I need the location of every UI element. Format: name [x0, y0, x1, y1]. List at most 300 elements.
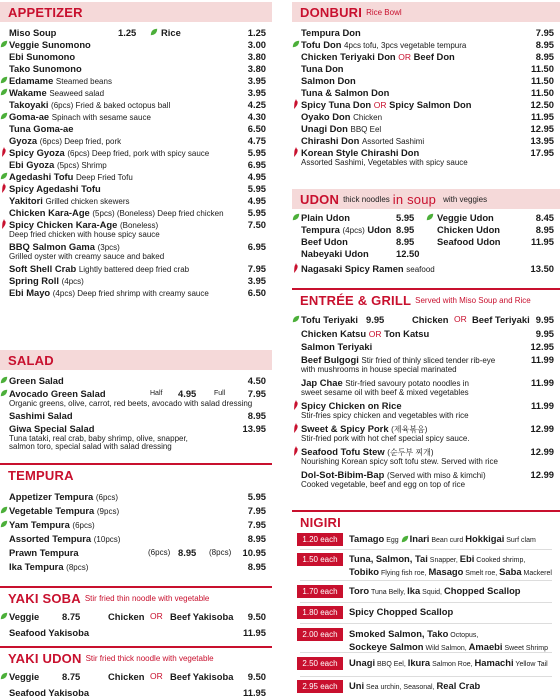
item-price: 5.95 [247, 183, 266, 194]
item-price: 3.80 [247, 63, 266, 74]
item-name: Tobiko [349, 566, 380, 577]
item-name: Chicken [108, 611, 145, 622]
menu-item [0, 51, 272, 62]
item-name: Sockeye Salmon [349, 641, 424, 652]
entree-header [292, 288, 560, 310]
item-price: 11.99 [531, 377, 554, 388]
section-title: ENTRÉE & GRILL [300, 292, 412, 308]
section-subtitle: with veggies [443, 194, 488, 204]
menu-item [0, 159, 272, 171]
item-name: Ika [407, 585, 421, 596]
item-desc: Assorted Sashimi, Vegetables with spicy sauce [301, 158, 468, 167]
nigiri-line [349, 585, 521, 598]
item-desc: Snapper, [427, 557, 460, 564]
vegetarian-leaf-icon [0, 612, 8, 620]
donburi-header [292, 2, 560, 22]
spicy-chili-icon [1, 183, 7, 193]
item-name: Masago [428, 566, 464, 577]
menu-item [292, 455, 560, 467]
item-desc: Stir fried of thinly sliced tender rib-eye [361, 356, 496, 365]
menu-item [0, 195, 272, 207]
item-name: Beef Bulgogi [301, 354, 359, 365]
price-tag: 1.70 each [297, 585, 343, 598]
item-desc: Steamed beans [55, 77, 112, 86]
item-price: 11.99 [531, 400, 554, 411]
menu-item [292, 409, 560, 421]
divider [300, 580, 552, 581]
price-tag: 1.20 each [297, 533, 343, 546]
nigiri-price-group [292, 533, 560, 546]
menu-item [0, 561, 272, 573]
item-name: Seafood Tofu Stew [301, 446, 385, 457]
item-name: Sashimi Salad [9, 410, 73, 421]
item-name: Beef Yakisoba [170, 611, 234, 622]
salad-header [0, 350, 272, 370]
item-name: Smoked Salmon, Tako [349, 628, 449, 639]
item-desc: sweet sesame oil with beef & mixed vegetables [301, 388, 469, 397]
item-name: Assorted Tempura [9, 533, 92, 544]
vegetarian-leaf-icon [0, 506, 8, 514]
menu-item [292, 341, 560, 352]
item-desc: (Served with miso & kimchi) [386, 471, 486, 480]
menu-item [0, 111, 272, 123]
item-name: Rice [161, 27, 181, 38]
item-desc: salmon toro, special salad with salad dressing [9, 442, 172, 451]
item-name: Veggie Udon [437, 212, 494, 223]
menu-item [0, 491, 272, 503]
nigiri-items [349, 585, 521, 598]
item-name: Unagi [349, 657, 376, 668]
menu-item [292, 224, 560, 236]
menu-item [0, 687, 272, 698]
item-price: 8.95 [535, 51, 554, 62]
vegetarian-leaf-icon [0, 88, 8, 96]
menu-item [292, 248, 560, 259]
item-desc: (3pcs) [97, 243, 120, 252]
nigiri-items [349, 657, 548, 670]
menu-item [0, 39, 272, 50]
nigiri-price-group [292, 628, 560, 654]
price-tag: 2.00 each [297, 628, 343, 641]
item-name: Spicy Gyoza [9, 147, 65, 158]
menu-item [292, 63, 560, 74]
item-name: Hamachi [474, 657, 514, 668]
item-name: Plain Udon [301, 212, 350, 223]
menu-item [0, 627, 272, 638]
menu-item [0, 287, 272, 299]
item-name: Tofu Don [301, 39, 342, 50]
item-name: Gyoza [9, 135, 38, 146]
option-label: (6pcs) [148, 548, 171, 557]
nigiri-items [349, 533, 536, 546]
item-price: 1.25 [247, 27, 266, 38]
menu-item [292, 27, 560, 38]
item-price: 3.80 [247, 51, 266, 62]
menu-item [292, 99, 560, 111]
item-name: Chicken [108, 671, 145, 682]
menu-item [0, 87, 272, 99]
nigiri-price-group [292, 657, 560, 670]
item-desc: Tuna Belly, [369, 589, 408, 596]
item-price: 11.95 [243, 687, 266, 698]
item-price: 4.95 [247, 171, 266, 182]
vegetarian-leaf-icon [292, 40, 300, 48]
item-price: 12.99 [530, 423, 554, 434]
item-desc: (5pcs) Shrimp [56, 161, 107, 170]
item-name: Seafood Yakisoba [9, 627, 90, 638]
section-subtitle: Stir fried thick noodle with vegetable [85, 653, 214, 663]
item-name: Unagi Don [301, 123, 348, 134]
vegetarian-leaf-icon [0, 520, 8, 528]
item-price: 9.95 [366, 314, 385, 325]
item-price: 8.75 [62, 671, 81, 682]
vegetarian-leaf-icon [292, 315, 300, 323]
item-name: Oyako Don [301, 111, 351, 122]
menu-item [0, 611, 272, 622]
item-name: Korean Style Chirashi Don [301, 147, 420, 158]
or-word: OR [454, 314, 467, 324]
menu-item [292, 363, 560, 375]
item-desc: seafood [406, 265, 435, 274]
item-price: 4.30 [247, 111, 266, 122]
item-price: 12.50 [396, 248, 420, 259]
item-price: 7.95 [247, 388, 266, 399]
item-desc: Salmon Roe, [430, 661, 475, 668]
menu-item [292, 135, 560, 147]
item-name: Spring Roll [9, 275, 59, 286]
or-word: OR [368, 329, 382, 339]
price-tag: 1.50 each [297, 553, 343, 566]
nigiri-price-group [292, 606, 560, 619]
item-desc: Chicken [353, 113, 383, 122]
item-name: Chopped Scallop [443, 585, 521, 596]
menu-item [292, 39, 560, 51]
item-price: 9.95 [535, 314, 554, 325]
item-name: Ebi [459, 553, 475, 564]
item-desc: (5pcs) (Boneless) Deep fried chicken [92, 209, 224, 218]
item-name: Tempura [301, 224, 340, 235]
item-price: 11.95 [243, 627, 266, 638]
or-word: OR [373, 100, 387, 110]
item-name: Tamago [349, 533, 385, 544]
item-name: Ton Katsu [384, 328, 430, 339]
vegetarian-leaf-icon [0, 376, 8, 384]
item-desc: Egg [384, 537, 401, 544]
spicy-chili-icon [293, 263, 299, 273]
divider [300, 623, 552, 624]
item-name: Ika Tempura [9, 561, 64, 572]
vegetarian-leaf-icon [0, 76, 8, 84]
item-name: Nabeyaki Udon [301, 248, 369, 259]
item-name: Veggie [9, 671, 40, 682]
item-price: 8.95 [247, 561, 266, 572]
item-name: Green Salad [9, 375, 64, 386]
menu-item [0, 135, 272, 147]
item-desc: (6pcs) Deep fried, pork [39, 137, 122, 146]
section-subtitle: in soup [392, 191, 437, 207]
item-name: Edamame [9, 75, 54, 86]
item-desc: Stir-fried pork with hot chef special spicy sauce. [301, 434, 470, 443]
item-price: 4.50 [247, 375, 266, 386]
item-name: Nagasaki Spicy Ramen [301, 263, 404, 274]
item-desc: (순두부 찌개) [387, 448, 434, 457]
item-price: 7.95 [535, 27, 554, 38]
menu-item [292, 87, 560, 98]
item-name: Salmon Teriyaki [301, 341, 373, 352]
item-desc: Smelt roe, [463, 570, 500, 577]
or-word: OR [150, 611, 163, 621]
menu-item [292, 75, 560, 86]
item-desc: (4pcs) [342, 226, 365, 235]
item-name: Ebi Mayo [9, 287, 51, 298]
item-desc: Tuna tataki, real crab, baby shrimp, olive, snapper, [9, 434, 188, 443]
item-desc: Assorted Sashimi [361, 137, 425, 146]
item-desc: Yellow Tail [513, 661, 548, 668]
menu-item [0, 410, 272, 421]
item-desc: (8pcs) [66, 563, 89, 572]
menu-item [0, 123, 272, 134]
item-desc: Deep fried chicken with house spicy sauce [9, 230, 160, 239]
item-price: 12.99 [530, 469, 554, 480]
menu-item [292, 314, 560, 325]
item-name: Jap Chae [301, 377, 343, 388]
item-price: 13.95 [530, 135, 554, 146]
item-desc: with mushrooms in house special marinated [301, 365, 457, 374]
or-word: OR [150, 671, 163, 681]
menu-item [0, 547, 272, 558]
menu-item [0, 505, 272, 517]
nigiri-line [349, 606, 453, 617]
yakisoba-header [0, 586, 272, 608]
item-name: Tempura Don [301, 27, 361, 38]
item-price: 12.95 [530, 123, 554, 134]
item-name: Chicken [412, 314, 449, 325]
item-name: Tuna Don [301, 63, 344, 74]
nigiri-items [349, 553, 552, 579]
item-desc: BBQ Eel [350, 125, 382, 134]
item-desc: BBQ Eel, [375, 661, 408, 668]
price-tag: 2.95 each [297, 680, 343, 693]
item-price: 8.75 [62, 611, 81, 622]
item-desc: Squid, [420, 589, 444, 596]
item-price: 11.95 [531, 111, 554, 122]
spicy-chili-icon [1, 147, 7, 157]
item-desc: Mackerel [521, 570, 552, 577]
item-name: Inari [409, 533, 430, 544]
item-name: Yam Tempura [9, 519, 70, 530]
item-price: 8.95 [535, 224, 554, 235]
menu-item [0, 63, 272, 74]
menu-item [0, 375, 272, 386]
section-title: TEMPURA [8, 467, 74, 483]
item-desc: 4pcs tofu, 3pcs vegetable tempura [344, 41, 467, 50]
item-name: Tako Sunomono [9, 63, 82, 74]
nigiri-items [349, 680, 480, 693]
item-name: Seafood Yakisoba [9, 687, 90, 698]
menu-item [0, 228, 272, 240]
item-desc: Organic greens, olive, carrot, red beets, avocado with salad dressing [9, 399, 253, 408]
item-price: 8.95 [247, 410, 266, 421]
item-desc: Deep Fried Tofu [76, 173, 133, 182]
menu-item [0, 533, 272, 545]
item-name: Tofu Teriyaki [301, 314, 358, 325]
appetizer-header [0, 2, 272, 22]
item-price: 8.45 [535, 212, 554, 223]
item-price: 5.95 [247, 207, 266, 218]
item-price: 11.95 [531, 236, 554, 247]
item-name: Prawn Tempura [9, 547, 79, 558]
menu-item [292, 432, 560, 444]
nigiri-price-group [292, 553, 560, 579]
item-name: Goma-ae [9, 111, 50, 122]
item-name: Avocado Green Salad [9, 388, 106, 399]
divider [300, 602, 552, 603]
menu-item [292, 386, 560, 398]
item-desc: Stir-fries spicy chicken and vegetables with rice [301, 411, 469, 420]
item-price: 3.95 [247, 87, 266, 98]
tempura-header [0, 463, 272, 485]
yakiudon-header [0, 646, 272, 668]
spicy-chili-icon [293, 99, 299, 109]
menu-item [292, 236, 560, 247]
section-subtitle: thick noodles [343, 194, 390, 204]
item-price: 8.95 [396, 224, 415, 235]
item-name: Veggie [9, 611, 40, 622]
section-title: YAKI UDON [8, 650, 82, 666]
item-desc: (6pcs) Fried & baked octopus ball [51, 101, 171, 110]
item-name: Dol-Sot-Bibim-Bap [301, 469, 385, 480]
item-price: 7.50 [247, 219, 266, 230]
menu-item [0, 99, 272, 111]
item-price: 7.95 [247, 519, 266, 530]
menu-item [0, 207, 272, 219]
item-desc: (Boneless) [119, 221, 159, 230]
item-name: Amaebi [468, 641, 503, 652]
item-name: Tuna Goma-ae [9, 123, 74, 134]
section-subtitle: Served with Miso Soup and Rice [415, 295, 531, 305]
section-title: APPETIZER [8, 4, 83, 20]
section-title: UDON [300, 191, 340, 207]
item-name: Chicken Kara-Age [9, 207, 90, 218]
item-price: 8.95 [396, 236, 415, 247]
item-name: Spicy Chopped Scallop [349, 606, 454, 617]
item-name: Udon [367, 224, 392, 235]
item-desc: Seaweed salad [49, 89, 105, 98]
divider [300, 676, 552, 677]
item-name: Spicy Salmon Don [389, 99, 472, 110]
item-price: 5.95 [396, 212, 415, 223]
item-price: 3.95 [247, 75, 266, 86]
menu-item [0, 171, 272, 183]
item-price: 6.50 [247, 123, 266, 134]
item-price: 9.95 [535, 328, 554, 339]
menu-item [292, 111, 560, 123]
price-tag: 1.80 each [297, 606, 343, 619]
half-label: Half [150, 390, 163, 397]
item-price: 4.95 [247, 195, 266, 206]
item-name: Appetizer Tempura [9, 491, 94, 502]
item-desc: Octopus, [448, 632, 479, 639]
vegetarian-leaf-icon [0, 112, 8, 120]
menu-item [0, 397, 272, 409]
menu-item [292, 328, 560, 340]
item-desc: Surf clam [504, 537, 536, 544]
option-price: 8.95 [178, 547, 197, 558]
menu-item [292, 51, 560, 63]
left-column [0, 0, 272, 700]
item-price: 8.95 [535, 39, 554, 50]
item-name: Salmon Don [301, 75, 356, 86]
item-name: Chicken Udon [437, 224, 501, 235]
item-name: Beef Udon [301, 236, 348, 247]
item-desc: Bean curd [429, 537, 466, 544]
price-tag: 2.50 each [297, 657, 343, 670]
item-name: Tuna, Salmon, Tai [349, 553, 428, 564]
item-desc: (4pcs) Deep fried shrimp with creamy sauce [52, 289, 209, 298]
nigiri-line [349, 680, 480, 693]
right-column [292, 0, 560, 700]
section-title: DONBURI [300, 4, 363, 20]
item-name: Vegetable Tempura [9, 505, 95, 516]
item-desc: (6pcs) Deep fried, pork with spicy sauce [67, 149, 210, 158]
section-title: SALAD [8, 352, 54, 368]
item-desc: (10pcs) [93, 535, 121, 544]
item-price: 4.25 [247, 99, 266, 110]
item-name: Chicken Katsu [301, 328, 367, 339]
item-name: Uni [349, 680, 365, 691]
nigiri-line [349, 553, 552, 566]
vegetarian-leaf-icon [426, 213, 434, 221]
item-name: Beef Teriyaki [472, 314, 530, 325]
section-title: NIGIRI [300, 514, 341, 530]
item-name: Seafood Udon [437, 236, 501, 247]
item-price: 6.50 [247, 287, 266, 298]
item-name: Sweet & Spicy Pork [301, 423, 389, 434]
item-price: 11.50 [531, 87, 554, 98]
item-price: 7.95 [247, 263, 266, 274]
item-price: 1.25 [118, 27, 137, 38]
item-desc: Nourishing Korean spicy soft tofu stew. Served with rice [301, 457, 498, 466]
nigiri-items [349, 606, 453, 617]
nigiri-price-group [292, 585, 560, 598]
item-name: Beef Yakisoba [170, 671, 234, 682]
item-price: 13.95 [242, 423, 266, 434]
item-price: 3.95 [247, 275, 266, 286]
nigiri-line [349, 628, 548, 641]
item-desc: Sweet Shrimp [502, 645, 549, 652]
item-name: Ebi Gyoza [9, 159, 55, 170]
item-name: Real Crab [436, 680, 481, 691]
item-price: 11.50 [531, 63, 554, 74]
item-price: 11.99 [531, 354, 554, 365]
item-desc: Cooked shrimp, [474, 557, 526, 564]
item-desc: Stir-fried savoury potato noodles in [345, 379, 469, 388]
item-desc: Cooked vegetable, beef and egg on top of rice [301, 480, 466, 489]
menu-item [0, 27, 272, 38]
item-name: Ikura [407, 657, 431, 668]
item-name: Veggie Sunomono [9, 39, 91, 50]
menu-item [0, 671, 272, 682]
item-price: 3.00 [247, 39, 266, 50]
nigiri-line [349, 657, 548, 670]
menu-item [0, 75, 272, 87]
menu-item [292, 263, 560, 275]
item-price: 13.50 [530, 263, 554, 274]
nigiri-line [349, 533, 536, 546]
item-name: Giwa Special Salad [9, 423, 95, 434]
item-name: Miso Soup [9, 27, 57, 38]
menu-item [292, 478, 560, 490]
